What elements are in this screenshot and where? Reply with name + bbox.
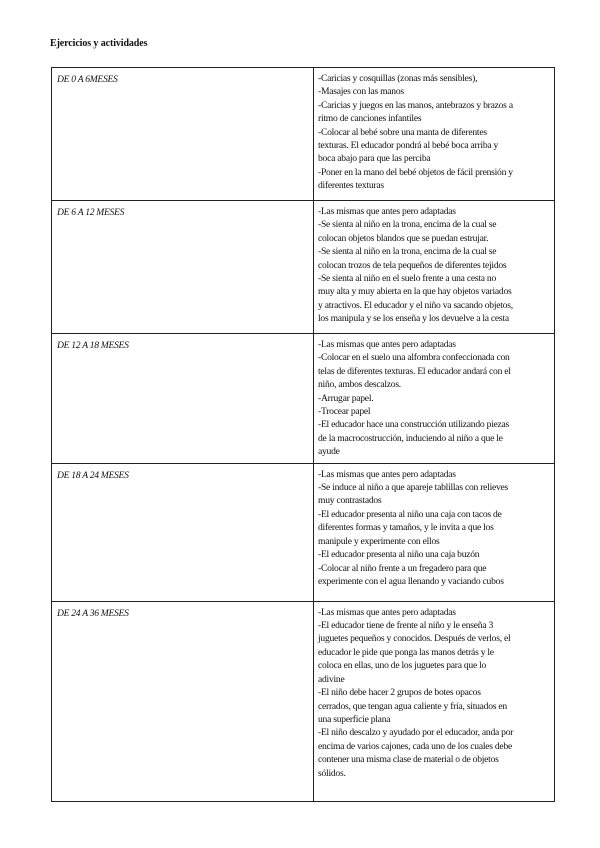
- activity-line: -El educador presenta al niño una caja con tacos de: [318, 508, 502, 520]
- activity-line: muy alta y muy abierta en la que hay objetos variados: [318, 286, 512, 298]
- table-row: [52, 463, 555, 601]
- activity-line: juguetes pequeños y conocidos. Después de verlos, el: [318, 633, 511, 645]
- activity-line: -Se sienta al niño en la trona, encima de la cual se: [318, 246, 497, 258]
- activity-line: colocan objetos blandos que se puedan estrujar.: [318, 232, 489, 244]
- activity-line: -Colocar al niño frente a un fregadero para que: [318, 562, 487, 574]
- activities-cell: [314, 68, 555, 201]
- activity-line: -Arrugar papel.: [318, 392, 374, 404]
- activity-line: educador le pide que ponga las manos detrás y le: [318, 646, 494, 658]
- activity-line: -Colocar al bebé sobre una manta de diferentes: [318, 126, 487, 138]
- activity-line: adivine: [318, 673, 345, 685]
- activity-line: los manipula y se los enseña y los devuelve a la cesta: [318, 313, 509, 325]
- activity-line: -Se sienta al niño en el suelo frente a una cesta no: [318, 273, 497, 285]
- activity-line: -Colocar en el suelo una alfombra confeccionada con: [318, 352, 510, 364]
- activities-table: [51, 67, 555, 802]
- age-range-cell: DE 18 A 24 MESES: [52, 463, 314, 601]
- activity-line: experimente con el agua llenando y vaciando cubos: [318, 575, 504, 587]
- table-row: [52, 334, 555, 464]
- activity-line: -El niño descalzo y ayudado por el educador, anda por: [318, 727, 514, 739]
- activity-line: ritmo de canciones infantiles: [318, 113, 422, 125]
- activity-line: telas de diferentes texturas. El educador andará con el: [318, 365, 511, 377]
- activity-line: -Se sienta al niño en la trona, encima de la cual se: [318, 219, 497, 231]
- activity-line: muy contrastados: [318, 495, 382, 507]
- activity-line: -Se induce al niño a que apareje tablillas con relieves: [318, 482, 509, 494]
- activity-line: sólidos.: [318, 767, 346, 779]
- activity-line: -Masajes con las manos: [318, 86, 404, 98]
- activity-line: -Las mismas que antes pero adaptadas: [318, 206, 456, 217]
- table-row: [52, 68, 555, 201]
- activity-line: -Las mismas que antes pero adaptadas: [318, 468, 456, 480]
- activity-line: texturas. El educador pondrá al bebé boca arriba y: [318, 140, 499, 152]
- activity-line: boca abajo para que las perciba: [318, 153, 431, 165]
- activity-line: cerrados, que tengan agua caliente y fría, situados en: [318, 700, 507, 712]
- activity-line: -Trocear papel: [318, 406, 371, 418]
- table-row: [52, 601, 555, 801]
- activity-line: -El niño debe hacer 2 grupos de botes opacos: [318, 687, 481, 699]
- activity-line: una superficie plana: [318, 713, 391, 725]
- activities-cell: [314, 601, 555, 801]
- activities-cell: [314, 201, 555, 334]
- activity-line: -El educador hace una construcción utilizando piezas: [318, 419, 510, 431]
- activity-line: contener una misma clase de material o de objetos: [318, 754, 499, 766]
- activity-line: -Las mismas que antes pero adaptadas: [318, 339, 456, 350]
- age-range-cell: DE 12 A 18 MESES: [52, 334, 314, 464]
- activity-line: encima de varios cajones, cada uno de los cuales debe: [318, 740, 512, 752]
- activity-line: -Caricias y juegos en las manos, antebrazos y brazos a: [318, 99, 513, 111]
- activity-line: -Las mismas que antes pero adaptadas: [318, 606, 456, 618]
- activity-line: colocan trozos de tela pequeños de diferentes tejidos: [318, 259, 507, 271]
- activity-line: -El educador presenta al niño una caja buzón: [318, 549, 480, 561]
- table-row: [52, 201, 555, 334]
- activity-line: diferentes texturas: [318, 180, 384, 192]
- activity-line: -Caricias y cosquillas (zonas más sensibles),: [318, 73, 478, 84]
- activities-cell: [314, 334, 555, 464]
- page-title: Ejercicios y actividades: [50, 38, 148, 49]
- age-range-cell: DE 24 A 36 MESES: [52, 601, 314, 801]
- activity-line: coloca en ellas, uno de los juguetes para que lo: [318, 660, 487, 672]
- activity-line: de la macrocostrucción, induciendo al niño a que le: [318, 432, 503, 444]
- activity-line: diferentes formas y tamaños, y le invita a que los: [318, 522, 494, 534]
- age-range-cell: DE 0 A 6MESES: [52, 68, 314, 201]
- activity-line: y atractivos. El educador y el niño va sacando objetos,: [318, 299, 513, 311]
- activity-line: manipule y experimente con ellos: [318, 535, 440, 547]
- activities-cell: [314, 463, 555, 601]
- age-range-cell: DE 6 A 12 MESES: [52, 201, 314, 334]
- activity-line: ayude: [318, 446, 340, 458]
- activity-line: -Poner en la mano del bebé objetos de fácil prensión y: [318, 166, 513, 178]
- activity-line: niño, ambos descalzos.: [318, 379, 401, 391]
- activity-line: -El educador tiene de frente al niño y le enseña 3: [318, 620, 494, 632]
